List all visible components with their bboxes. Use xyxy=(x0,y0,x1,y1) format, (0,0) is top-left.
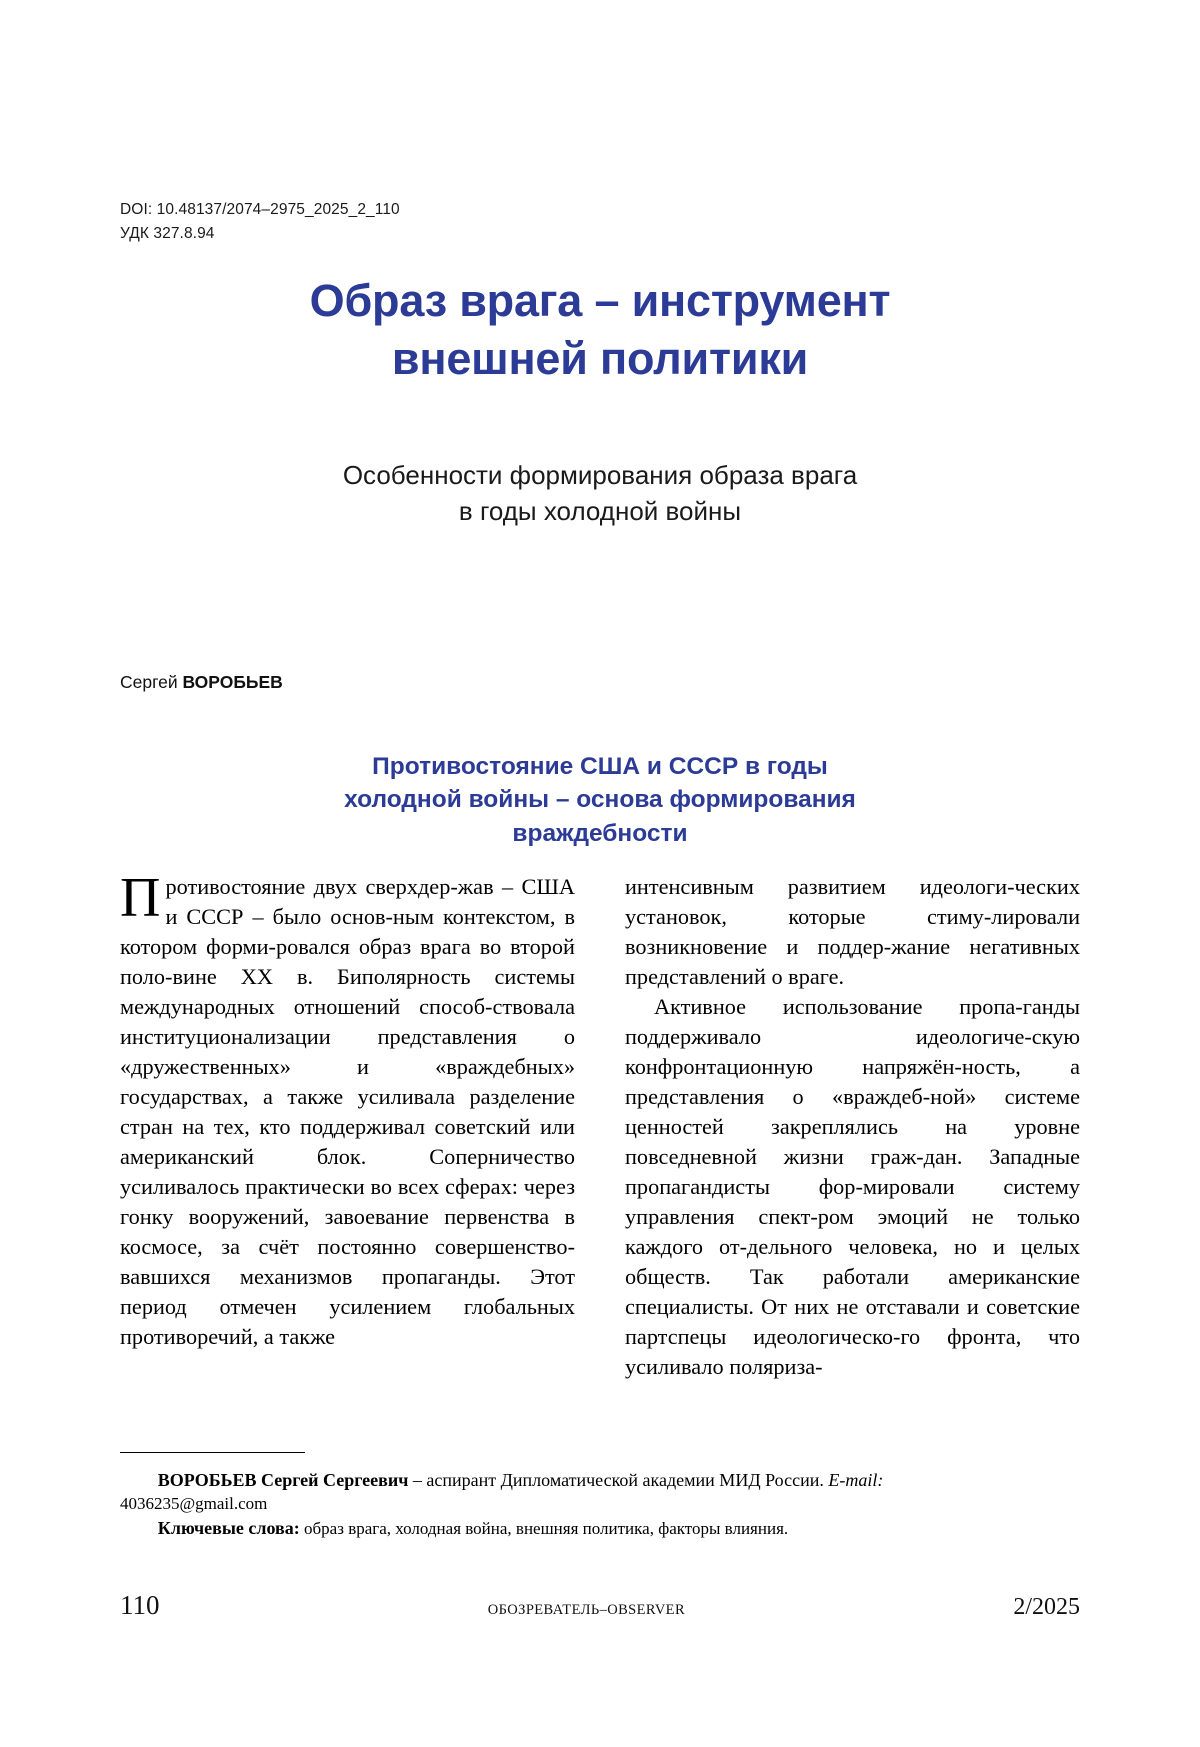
doi-line: DOI: 10.48137/2074–2975_2025_2_110 xyxy=(120,201,400,218)
title-line-1: Образ врага – инструмент xyxy=(309,275,891,326)
section-heading-line-1: Противостояние США и СССР в годы xyxy=(372,753,828,780)
footnote-block xyxy=(120,1468,1080,1540)
paragraph-right-1: интенсивным развитием идеологи-ческих установок, которые стиму-лировали возникновение и поддер-жание негативных представлений о враге. xyxy=(625,874,1080,989)
drop-cap: П xyxy=(120,867,161,929)
body-column-right xyxy=(625,872,1080,1432)
section-heading-line-2: холодной войны – основа формирования xyxy=(344,786,856,814)
page-title xyxy=(120,272,1080,387)
subtitle-line-1: Особенности формирования образа врага xyxy=(342,460,858,490)
article-identifiers xyxy=(120,198,400,246)
title-line-2: внешней политики xyxy=(391,332,809,384)
keywords-value: образ врага, холодная война, внешняя политика, факторы влияния. xyxy=(299,1518,789,1538)
journal-name: ОБОЗРЕВАТЕЛЬ–OBSERVER xyxy=(487,1602,686,1618)
issue-number: 2/2025 xyxy=(1013,1594,1080,1620)
footnote-author-line xyxy=(120,1468,1080,1492)
article-subtitle xyxy=(120,458,1080,530)
body-column-left xyxy=(120,867,575,1432)
footnote-divider xyxy=(120,1452,305,1453)
footnote-keywords-line xyxy=(120,1516,1080,1540)
footnote-author-name: ВОРОБЬЕВ Сергей Сергеевич xyxy=(157,1470,409,1490)
footnote-email-label: E-mail: xyxy=(828,1470,884,1490)
footnote-email-value: 4036235@gmail.com xyxy=(120,1494,268,1514)
paragraph-intro-text: ротивостояние двух сверхдер-жав – США и СССР – было основ-ным контекстом, в котором форми-ровался образ врага во второй поло-вине XX в. Биполярность системы международных отношений способ-ствовала институционализации представления о «дружественных» и «враждебных» государствах, а также усиливала разделение стран на тех, кто поддерживал советский или американский блок. Соперничество усиливалось практически во всех сферах: через гонку вооружений, завоевание первенства в космосе, за счёт постоянно совершенство-вавшихся механизмов пропаганды. Этот период отмечен усилением глобальных противоречий, а также xyxy=(120,874,575,1349)
section-heading-line-3: враждебности xyxy=(512,819,688,847)
running-footer xyxy=(120,1590,1080,1621)
footnote-affiliation: – аспирант Дипломатической академии МИД России. xyxy=(408,1470,829,1490)
author-given-name: Сергей xyxy=(120,672,183,692)
body-columns xyxy=(120,867,1080,1432)
page-number: 110 xyxy=(120,1590,160,1620)
page-content xyxy=(120,0,1080,1747)
paragraph-intro xyxy=(120,867,575,1352)
section-heading xyxy=(180,750,1020,850)
author-byline xyxy=(120,672,283,693)
keywords-label: Ключевые слова: xyxy=(157,1517,300,1538)
subtitle-line-2: в годы холодной войны xyxy=(458,495,742,526)
udk-line: УДК 327.8.94 xyxy=(120,225,215,243)
paragraph-right-2: Активное использование пропа-ганды поддерживало идеологиче-скую конфронтационную напряжён-ность, а представления о «враждеб-ной» системе ценностей закреплялись на уровне повседневной жизни граж-дан. Западные пропагандисты фор-мировали систему управления спект-ром эмоций не только каждого от-дельного человека, но и целых обществ. Так работали американские специалисты. От них не отставали и советские партспецы идеологическо-го фронта, что усиливало поляриза- xyxy=(625,993,1080,1379)
author-family-name: ВОРОБЬЕВ xyxy=(182,672,283,692)
